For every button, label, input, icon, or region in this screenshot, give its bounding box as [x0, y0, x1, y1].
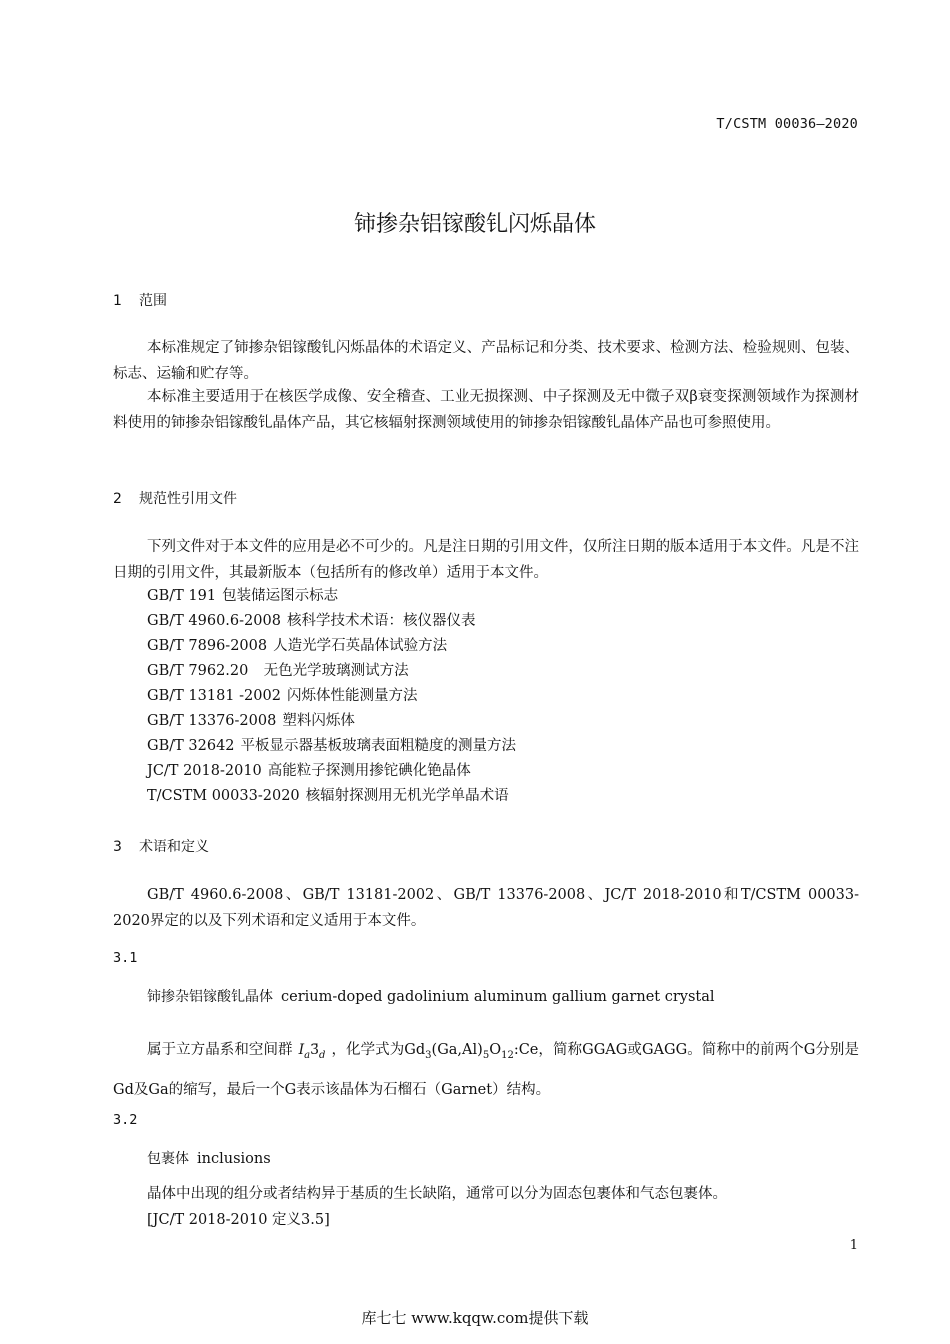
section-heading-normative-references — [113, 488, 237, 508]
reference-item — [147, 709, 355, 734]
reference-code: GB/T 4960.6-2008 — [147, 613, 281, 629]
reference-code: GB/T 13376-2008 — [147, 713, 277, 729]
section-title: 规范性引用文件 — [139, 491, 237, 507]
reference-title: 核科学技术术语：核仪器仪表 — [286, 613, 476, 629]
reference-code: GB/T 13181 -2002 — [147, 688, 281, 704]
term-chinese: 包裹体 — [147, 1151, 189, 1167]
term-heading — [147, 1148, 271, 1168]
reference-code: GB/T 7962.20 — [147, 663, 249, 679]
clause-number: 3.2 — [113, 1112, 138, 1128]
reference-title: 平板显示器基板玻璃表面粗糙度的测量方法 — [240, 738, 517, 754]
reference-item — [147, 584, 338, 609]
section-heading-terms — [113, 836, 209, 856]
reference-code: T/CSTM 00033-2020 — [147, 788, 300, 804]
reference-code: GB/T 191 — [147, 588, 217, 604]
reference-title: 包装储运图示标志 — [222, 588, 339, 604]
paragraph-scope-1: 本标准规定了铈掺杂铝镓酸钆闪烁晶体的术语定义、产品标记和分类、技术要求、检测方法、检验规则、包装、标志、运输和贮存等。 — [113, 340, 859, 382]
paragraph-normative-intro: 下列文件对于本文件的应用是必不可少的。凡是注日期的引用文件，仅所注日期的版本适用于本文件。凡是不注日期的引用文件，其最新版本（包括所有的修改单）适用于本文件。 — [113, 539, 859, 581]
reference-title: 人造光学石英晶体试验方法 — [273, 638, 448, 654]
reference-item — [147, 609, 475, 634]
reference-item — [147, 659, 409, 684]
section-number: 3 — [113, 839, 122, 855]
reference-code: GB/T 32642 — [147, 738, 235, 754]
term-heading — [147, 986, 715, 1006]
document-code: T/CSTM 00036—2020 — [716, 116, 858, 132]
reference-item — [147, 684, 417, 709]
reference-title: 核辐射探测用无机光学单晶术语 — [305, 788, 509, 804]
space-group-formula: $I_a3̄_d$ — [298, 1042, 326, 1061]
term-source: [JC/T 2018-2010 定义3.5] — [147, 1212, 330, 1228]
term-chinese: 铈掺杂铝镓酸钆晶体 — [147, 989, 273, 1005]
section-title: 术语和定义 — [139, 839, 209, 855]
paragraph-terms-intro: GB/T 4960.6-2008、GB/T 13181-2002、GB/T 13376-2008、JC/T 2018-2010和T/CSTM 00033-2020界定的以及下列术语和定义适用于本文件。 — [113, 887, 859, 929]
section-heading-scope — [113, 290, 167, 310]
term-definition: 晶体中出现的组分或者结构异于基质的生长缺陷，通常可以分为固态包裹体和气态包裹体。 — [147, 1186, 727, 1202]
reference-item — [147, 634, 447, 659]
reference-code: JC/T 2018-2010 — [147, 763, 262, 779]
reference-item — [147, 734, 516, 759]
section-number: 1 — [113, 293, 122, 309]
paragraph-scope-2: 本标准主要适用于在核医学成像、安全稽查、工业无损探测、中子探测及无中微子双β衰变探测领域作为探测材料使用的铈掺杂铝镓酸钆晶体产品，其它核辐射探测领域使用的铈掺杂铝镓酸钆晶体产品也可参照使用。 — [113, 389, 859, 431]
reference-item — [147, 759, 471, 784]
section-title: 范围 — [139, 293, 167, 309]
clause-number: 3.1 — [113, 950, 138, 966]
reference-item — [147, 784, 509, 809]
reference-title: 塑料闪烁体 — [282, 713, 355, 729]
reference-title: 高能粒子探测用掺铊碘化铯晶体 — [267, 763, 471, 779]
reference-title: 闪烁体性能测量方法 — [286, 688, 418, 704]
page-number: 1 — [849, 1238, 858, 1253]
reference-code: GB/T 7896-2008 — [147, 638, 268, 654]
term-english: cerium-doped gadolinium aluminum gallium garnet crystal — [281, 989, 715, 1005]
download-footer: 库七七 www.kqqw.com提供下载 — [361, 1309, 589, 1327]
page-title: 铈掺杂铝镓酸钆闪烁晶体 — [353, 212, 596, 237]
reference-title: 无色光学玻璃测试方法 — [254, 663, 409, 679]
section-number: 2 — [113, 491, 122, 507]
term-definition: 属于立方晶系和空间群 $I_a3̄_d$ ，化学式为$Gd_3(Ga,Al)_5O_{12}:Ce$，简称GGAG或GAGG。简称中的前两个G分别是Gd及Ga的缩写，最后一个G表示该晶体为石榴石（Garnet）结构。 — [113, 1042, 859, 1098]
term-english: inclusions — [197, 1151, 271, 1167]
